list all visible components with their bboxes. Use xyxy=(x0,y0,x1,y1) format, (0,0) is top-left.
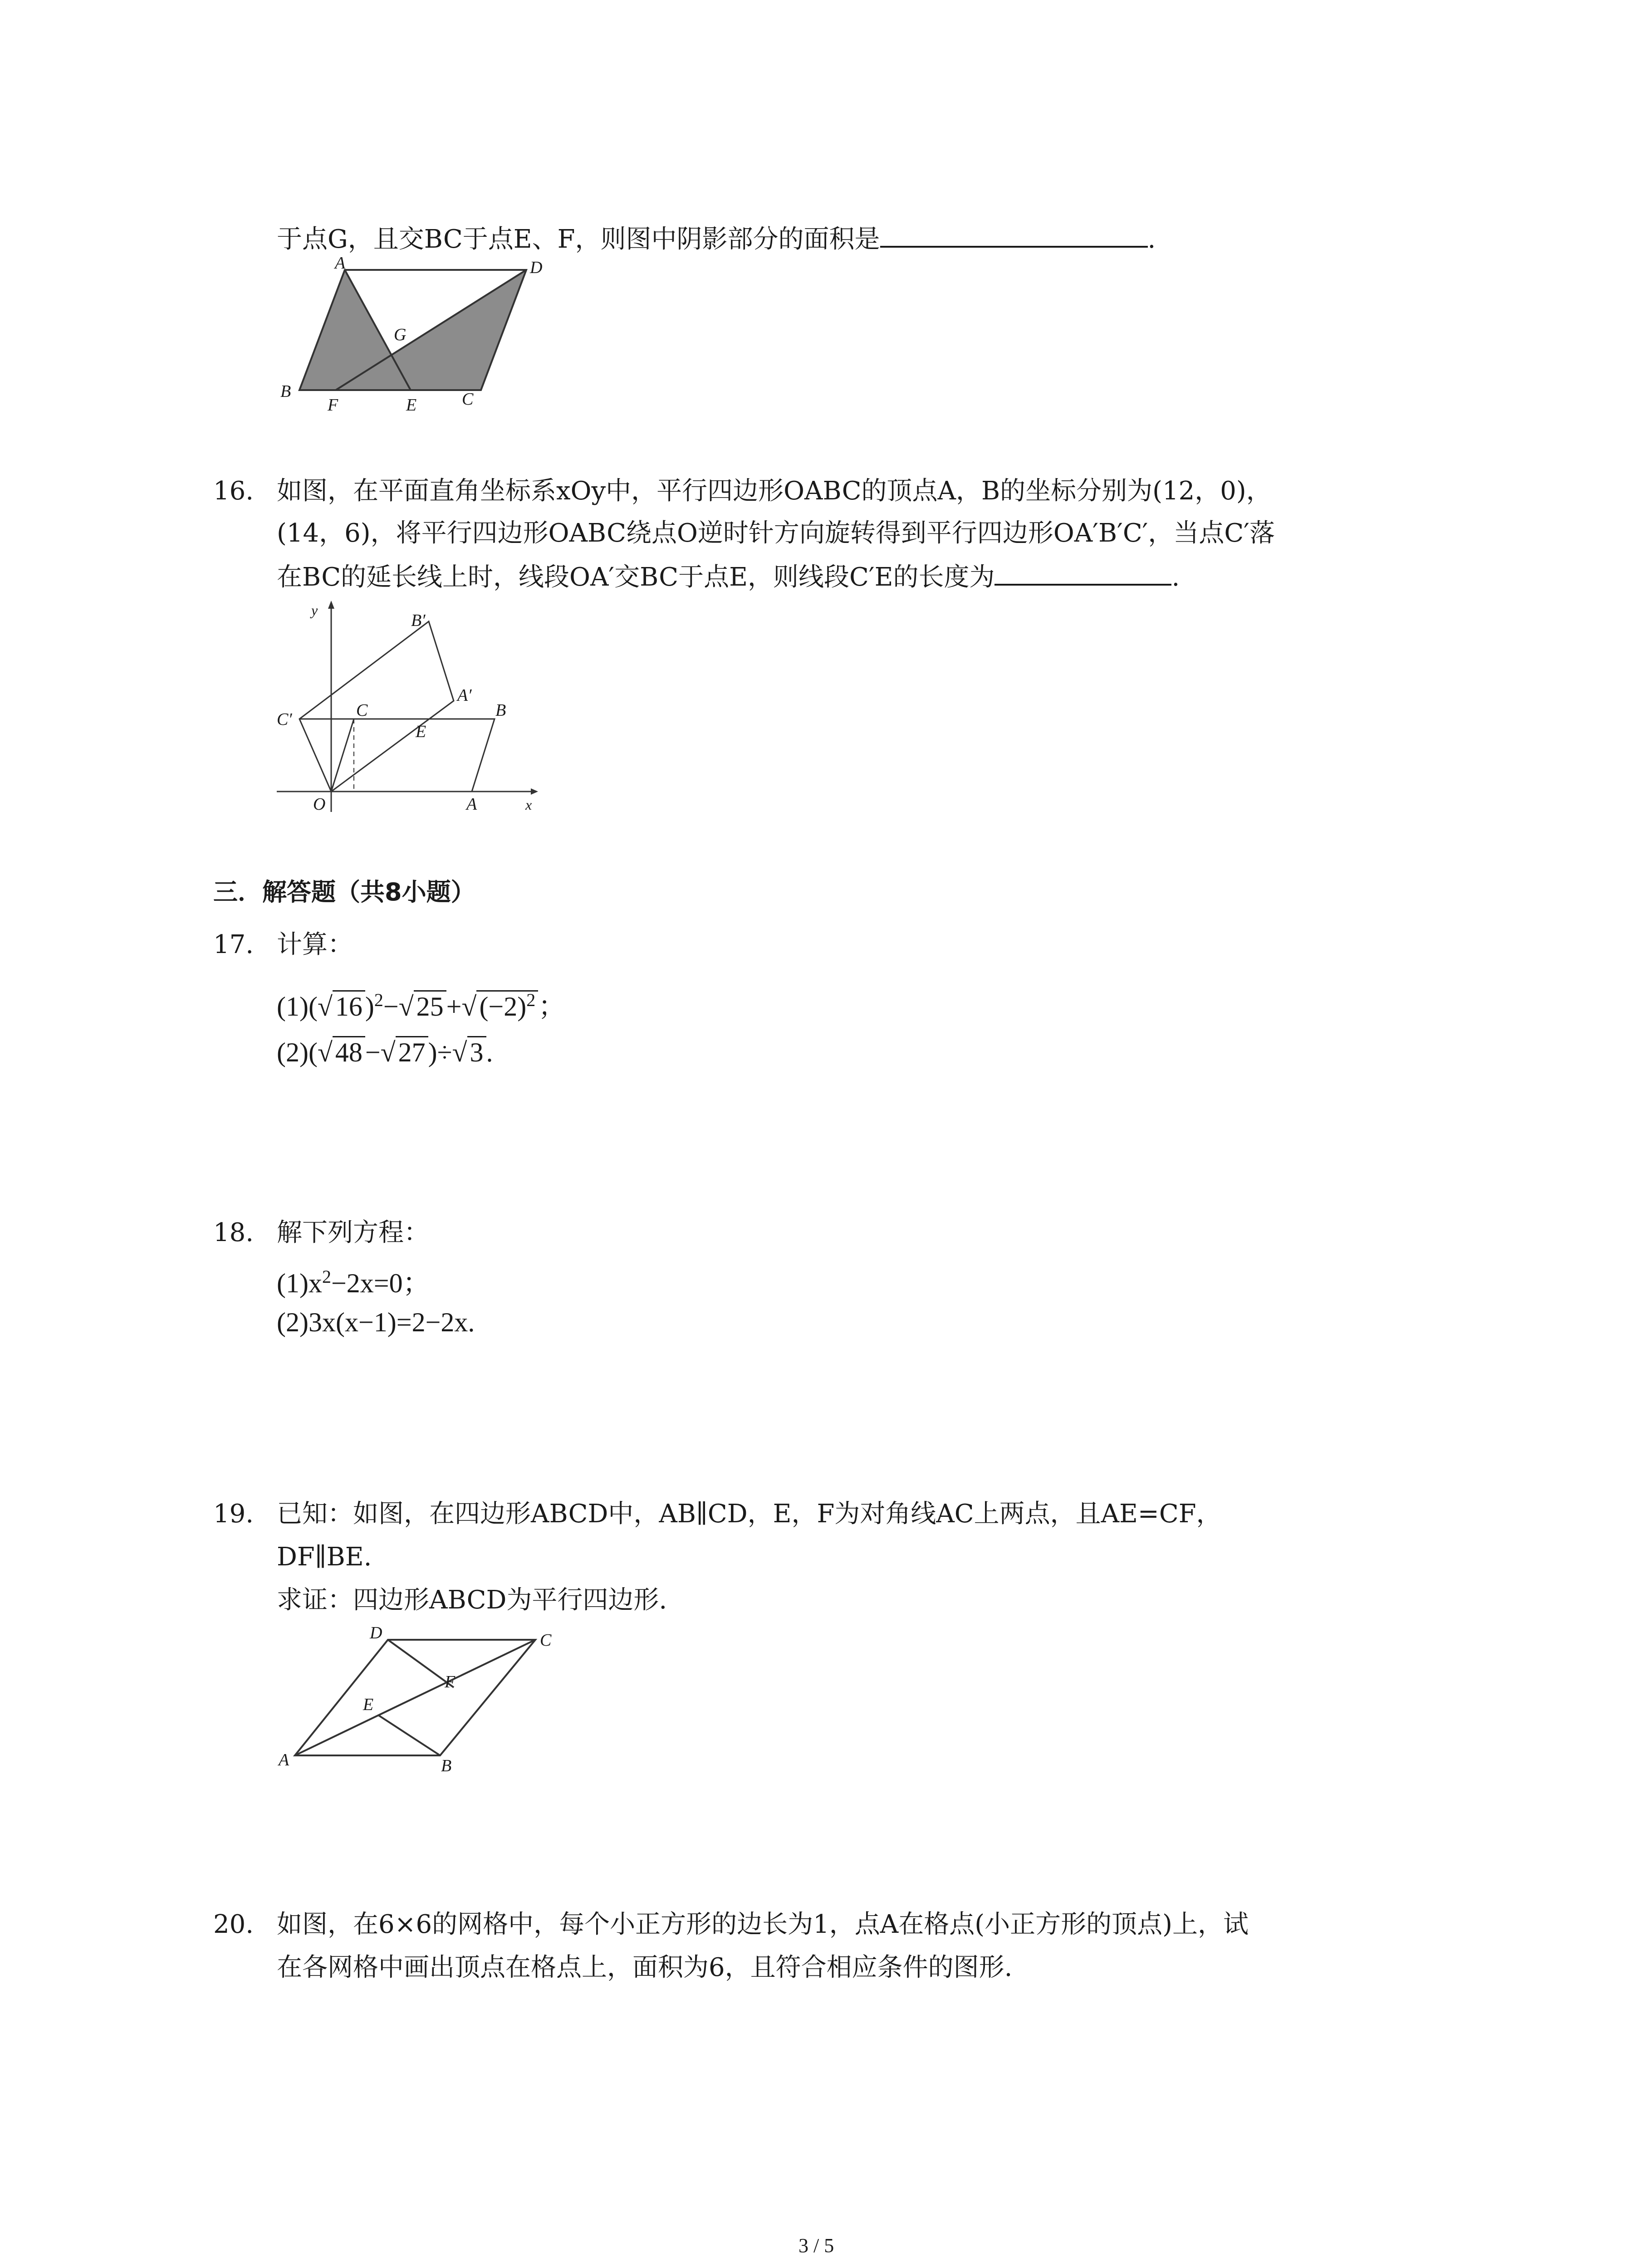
q18-item1-a: (1)x xyxy=(277,1268,322,1298)
q20-line1: 如图，在6×6的网格中，每个小正方形的边长为1，点A在格点(小正方形的顶点)上，试 xyxy=(277,1910,1249,1939)
q17-item2-prefix: (2)( xyxy=(277,1037,318,1067)
q16-line2: (14，6)，将平行四边形OABC绕点O逆时针方向旋转得到平行四边形OA′B′C′，当点C′落 xyxy=(277,518,1275,548)
q17-item1-minus: − xyxy=(383,992,399,1022)
q15-line: 于点G，且交BC于点E、F，则图中阴影部分的面积是 xyxy=(277,225,880,254)
q16-parallelogram-OA1B1C1 xyxy=(299,621,454,792)
q16-label-A: A xyxy=(466,795,477,814)
q17-item2-sqrt2: √ 27 xyxy=(381,1036,428,1067)
q19-line2: DF∥BE. xyxy=(277,1542,372,1572)
q20-number: 20. xyxy=(213,1910,254,1939)
q16-x-arrow xyxy=(531,788,538,795)
q17-item2-minus: − xyxy=(365,1037,381,1067)
q16-y-arrow xyxy=(328,601,334,609)
q16-parallelogram-OABC xyxy=(331,719,495,792)
q16-label-B: B xyxy=(495,701,506,720)
q15-label-E: E xyxy=(406,396,417,415)
q17-item1-rad3-wrap xyxy=(476,990,538,1022)
q17-item2-divide: )÷ xyxy=(428,1037,452,1067)
q18-item1-exp: 2 xyxy=(322,1266,331,1287)
q19-label-A: A xyxy=(279,1750,289,1769)
q20-line2: 在各网格中画出顶点在格点上，面积为6，且符合相应条件的图形. xyxy=(277,1953,1013,1982)
q17-item1-close: ) xyxy=(365,992,374,1022)
q16-label-O: O xyxy=(313,795,326,814)
q17-item1-sqrt2: √ 25 xyxy=(399,990,446,1022)
q16-line3: 在BC的延长线上时，线段OA′交BC于点E，则线段C′E的长度为 xyxy=(277,562,995,592)
q17-item1-sqrt3: √ $(-2)^2$ xyxy=(462,990,539,1022)
q16-label-A1: A′ xyxy=(457,686,472,705)
q15-text xyxy=(277,227,1156,252)
q18-prompt: 解下列方程： xyxy=(277,1218,429,1247)
q15-label-C: C xyxy=(462,390,474,409)
q17-item2-end: . xyxy=(486,1037,493,1067)
q17-number: 17. xyxy=(213,930,254,959)
q16-label-C: C xyxy=(356,701,368,720)
q16-label-y: y xyxy=(311,602,318,618)
q17-item2-sqrt3: √ 3 xyxy=(452,1036,486,1067)
q16-figure xyxy=(277,599,540,816)
q16-label-B1: B′ xyxy=(411,611,426,630)
q19-label-E: E xyxy=(363,1695,374,1714)
q17-item1-end: ； xyxy=(538,992,566,1022)
q18-number: 18. xyxy=(213,1218,254,1247)
q17-item1-plus: + xyxy=(446,992,462,1022)
q17-item1-sqrt1: √ 16 xyxy=(318,990,365,1022)
q15-label-F: F xyxy=(328,396,338,415)
q16-label-x: x xyxy=(525,797,532,813)
q15-period: . xyxy=(1147,225,1156,254)
q17-item1 xyxy=(277,991,565,1020)
q16-answer-blank[interactable] xyxy=(994,579,1171,586)
q16-line1: 如图，在平面直角坐标系xOy中，平行四边形OABC的顶点A，B的坐标分别为(12，0)， xyxy=(277,476,1272,506)
q19-segment-DF xyxy=(388,1640,454,1687)
q16-label-E: E xyxy=(416,722,426,741)
q15-answer-blank[interactable] xyxy=(880,241,1148,248)
q15-label-A: A xyxy=(335,254,346,273)
q19-diagonal-AC xyxy=(295,1640,535,1755)
q17-prompt: 计算： xyxy=(277,930,353,959)
q16-label-C1: C′ xyxy=(277,710,292,729)
q17-item2-sqrt1: √ 48 xyxy=(318,1036,365,1067)
q15-label-G: G xyxy=(394,325,407,344)
q19-figure xyxy=(272,1619,563,1778)
page-number: 3 / 5 xyxy=(798,2234,834,2257)
q18-item1-b: −2x=0； xyxy=(331,1268,430,1298)
q19-line1: 已知：如图，在四边形ABCD中，AB∥CD，E，F为对角线AC上两点，且AE=CF， xyxy=(277,1499,1222,1529)
q19-segment-BE xyxy=(379,1716,440,1755)
q18-item1 xyxy=(277,1268,430,1297)
q19-label-F: F xyxy=(445,1672,456,1691)
q15-figure xyxy=(272,254,558,422)
q19-label-D: D xyxy=(370,1623,382,1642)
q17-item1-rad3: (−2) xyxy=(479,992,527,1022)
q19-number: 19. xyxy=(213,1499,254,1529)
q17-item1-rad1: 16 xyxy=(333,990,365,1022)
q17-item2-rad1: 48 xyxy=(333,1036,365,1067)
q17-item2 xyxy=(277,1039,493,1066)
q16-line3-wrap xyxy=(277,562,1180,592)
q15-label-D: D xyxy=(530,258,543,277)
q18-item2: (2)3x(x−1)=2−2x. xyxy=(277,1307,475,1337)
q19-label-B: B xyxy=(441,1756,452,1775)
q17-item1-prefix: (1)( xyxy=(277,992,318,1022)
q17-item1-exp1: 2 xyxy=(374,990,383,1010)
q16-period: . xyxy=(1171,562,1180,592)
q17-item1-exp3: 2 xyxy=(526,990,536,1010)
q15-label-B: B xyxy=(280,382,291,401)
q17-item1-rad2: 25 xyxy=(414,990,446,1022)
section3-heading: 三．解答题（共8小题） xyxy=(213,878,475,906)
q17-item2-rad3: 3 xyxy=(467,1036,486,1067)
q19-label-C: C xyxy=(540,1631,552,1650)
q17-item2-rad2: 27 xyxy=(396,1036,428,1067)
q19-line3: 求证：四边形ABCD为平行四边形. xyxy=(277,1585,667,1615)
q16-number: 16. xyxy=(213,476,254,506)
